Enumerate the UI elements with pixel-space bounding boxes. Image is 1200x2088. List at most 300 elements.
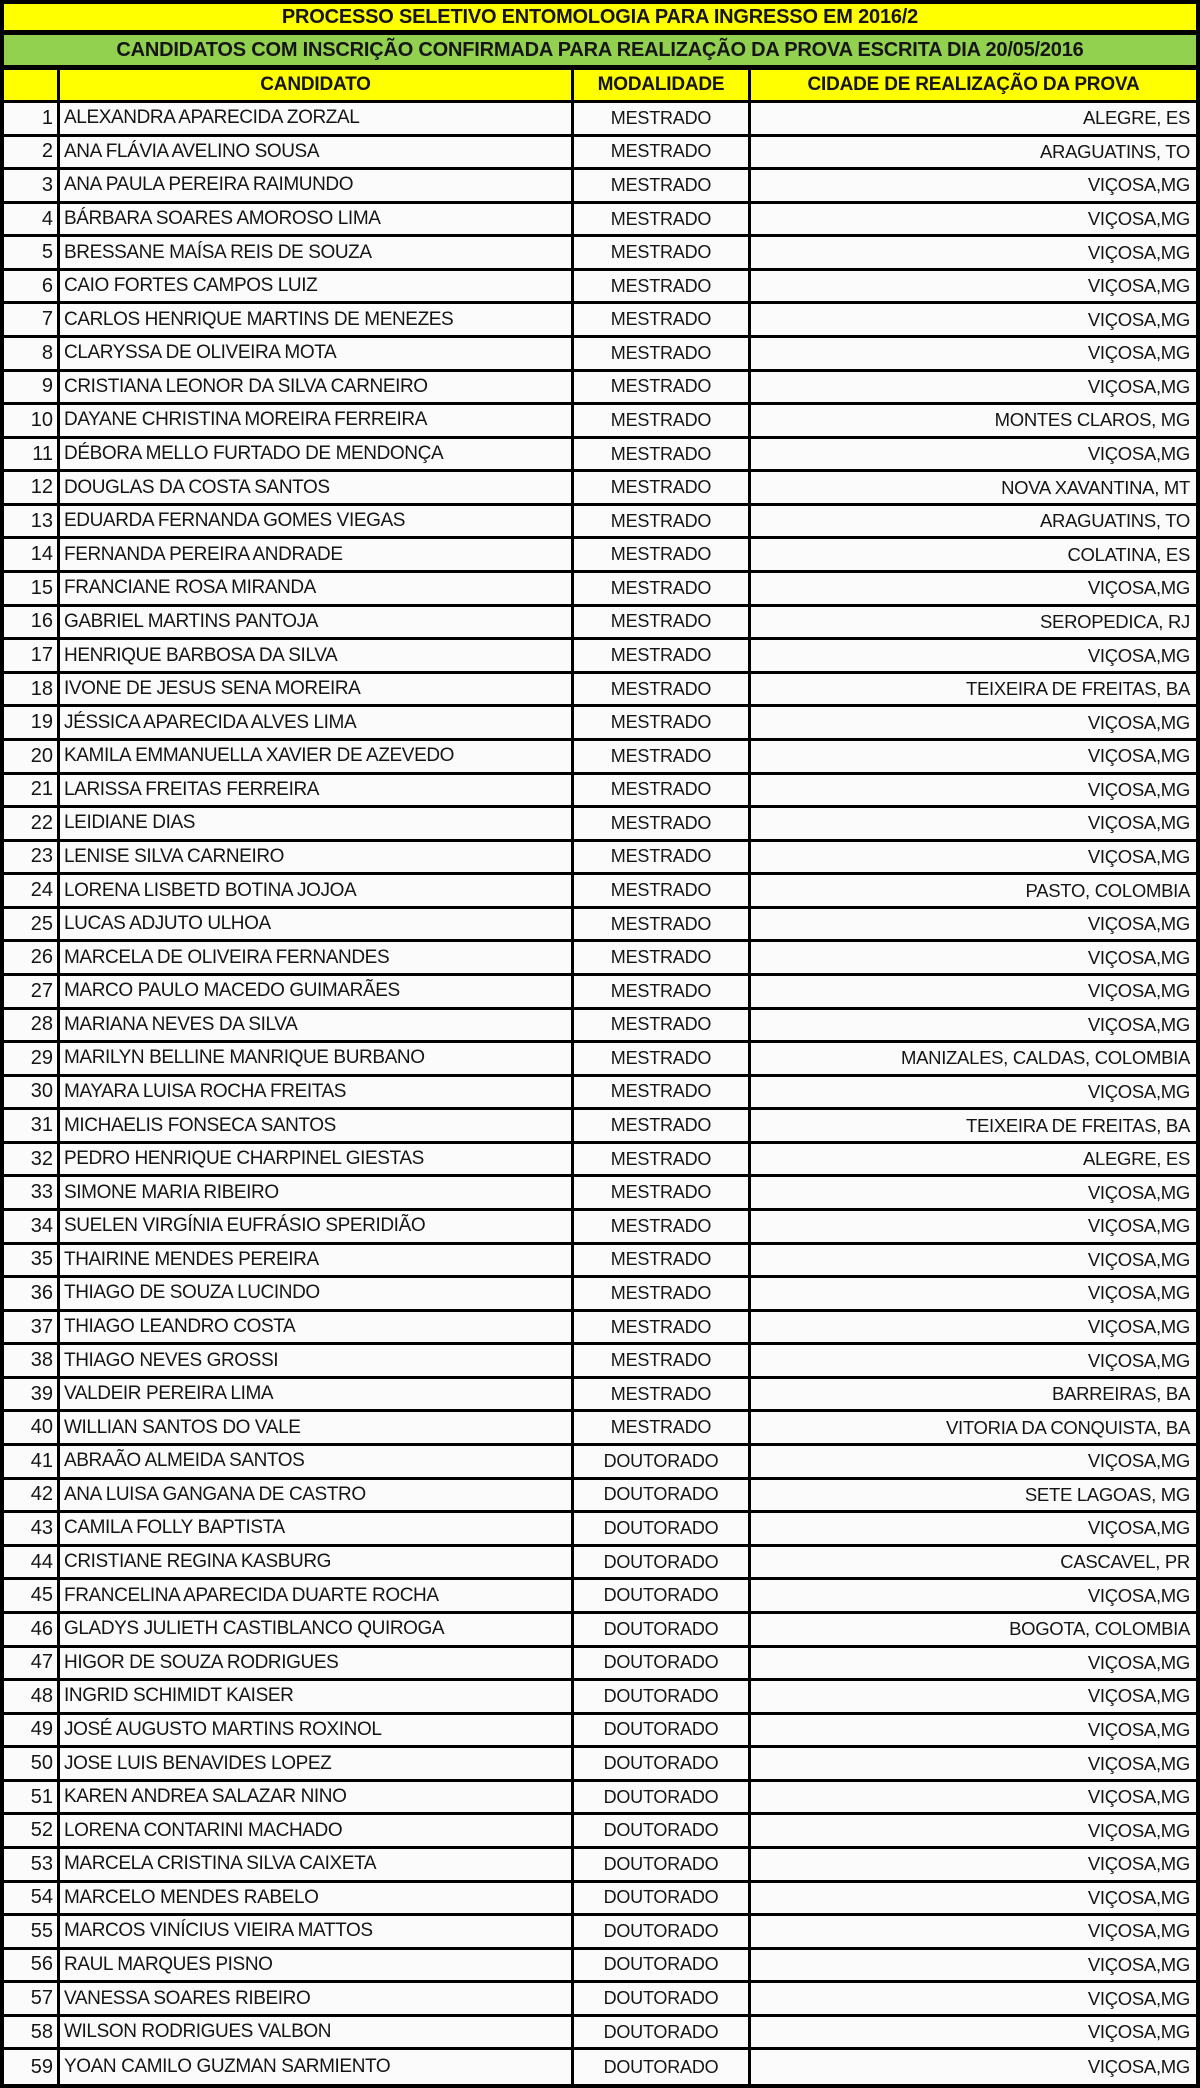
modality-cell: MESTRADO [574,103,751,134]
row-number-cell: 4 [4,204,60,235]
table-row [4,1211,1196,1245]
modality-cell: MESTRADO [574,1245,751,1276]
modality-cell: MESTRADO [574,1110,751,1141]
row-number-cell: 33 [4,1177,60,1208]
candidate-cell: MARCOS VINÍCIUS VIEIRA MATTOS [60,1916,574,1947]
modality-cell: MESTRADO [574,137,751,168]
modality-cell: MESTRADO [574,237,751,268]
modality-cell: MESTRADO [574,539,751,570]
city-cell: VIÇOSA,MG [1087,1349,1190,1371]
city-cell: PASTO, COLOMBIA [1025,879,1190,901]
table-row [4,1513,1196,1547]
modality-cell: MESTRADO [574,439,751,470]
modality-cell: MESTRADO [574,573,751,604]
city-cell: CASCAVEL, PR [1060,1551,1190,1573]
candidate-cell: LUCAS ADJUTO ULHOA [60,909,574,940]
row-number-cell: 2 [4,137,60,168]
table-row [4,741,1196,775]
table-row [4,372,1196,406]
city-cell: VIÇOSA,MG [1087,2021,1190,2043]
row-number-cell: 14 [4,539,60,570]
row-number-cell: 59 [4,2050,60,2084]
candidate-cell: VALDEIR PEREIRA LIMA [60,1379,574,1410]
city-cell: VIÇOSA,MG [1087,845,1190,867]
table-row [4,1110,1196,1144]
row-number-cell: 44 [4,1547,60,1578]
candidate-cell: DÉBORA MELLO FURTADO DE MENDONÇA [60,439,574,470]
modality-cell: DOUTORADO [574,1916,751,1947]
candidate-cell: EDUARDA FERNANDA GOMES VIEGAS [60,506,574,537]
table-row [4,1748,1196,1782]
row-number-cell: 13 [4,506,60,537]
city-cell: VITORIA DA CONQUISTA, BA [946,1416,1190,1438]
candidate-cell: ANA PAULA PEREIRA RAIMUNDO [60,170,574,201]
city-cell: VIÇOSA,MG [1087,1517,1190,1539]
table-row [4,1077,1196,1111]
city-cell: ALEGRE, ES [1082,107,1190,129]
row-number-cell: 52 [4,1815,60,1846]
row-number-cell: 57 [4,1983,60,2014]
modality-cell: DOUTORADO [574,2017,751,2048]
candidate-cell: VANESSA SOARES RIBEIRO [60,1983,574,2014]
row-number-cell: 5 [4,237,60,268]
candidate-cell: THIAGO DE SOUZA LUCINDO [60,1278,574,1309]
row-number-cell: 30 [4,1077,60,1108]
modality-cell: MESTRADO [574,1010,751,1041]
city-cell: VIÇOSA,MG [1087,946,1190,968]
row-number-cell: 7 [4,304,60,335]
table-row [4,640,1196,674]
row-number-cell: 29 [4,1043,60,1074]
candidate-cell: LORENA CONTARINI MACHADO [60,1815,574,1846]
table-row [4,707,1196,741]
candidate-cell: ALEXANDRA APARECIDA ZORZAL [60,103,574,134]
candidate-cell: IVONE DE JESUS SENA MOREIRA [60,674,574,705]
row-number-cell: 22 [4,808,60,839]
row-number-cell: 37 [4,1312,60,1343]
candidate-cell: WILLIAN SANTOS DO VALE [60,1412,574,1443]
candidate-cell: SIMONE MARIA RIBEIRO [60,1177,574,1208]
table-row [4,1144,1196,1178]
table-row [4,1782,1196,1816]
row-number-cell: 8 [4,338,60,369]
modality-cell: DOUTORADO [574,1983,751,2014]
table-row [4,204,1196,238]
row-number-cell: 36 [4,1278,60,1309]
column-header-row [4,70,1196,103]
modality-cell: DOUTORADO [574,1681,751,1712]
table-row [4,1412,1196,1446]
modality-cell: MESTRADO [574,472,751,503]
modality-cell: DOUTORADO [574,2050,751,2084]
candidate-cell: ANA LUISA GANGANA DE CASTRO [60,1480,574,1511]
city-cell: NOVA XAVANTINA, MT [1001,476,1190,498]
row-number-cell: 53 [4,1849,60,1880]
city-cell: VIÇOSA,MG [1087,1248,1190,1270]
modality-cell: DOUTORADO [574,1950,751,1981]
city-cell: MANIZALES, CALDAS, COLOMBIA [900,1047,1190,1069]
table-row [4,439,1196,473]
row-number-cell: 50 [4,1748,60,1779]
candidate-cell: THAIRINE MENDES PEREIRA [60,1245,574,1276]
table-row [4,1580,1196,1614]
row-number-cell: 54 [4,1883,60,1914]
candidate-cell: JOSÉ AUGUSTO MARTINS ROXINOL [60,1715,574,1746]
header-city: CIDADE DE REALIZAÇÃO DA PROVA [807,74,1140,95]
city-cell: VIÇOSA,MG [1087,812,1190,834]
city-cell: COLATINA, ES [1067,543,1190,565]
modality-cell: MESTRADO [574,909,751,940]
row-number-cell: 42 [4,1480,60,1511]
city-cell: VIÇOSA,MG [1087,1584,1190,1606]
city-cell: VIÇOSA,MG [1087,1953,1190,1975]
row-number-cell: 55 [4,1916,60,1947]
table-row [4,976,1196,1010]
row-number-cell: 19 [4,707,60,738]
table-row [4,1379,1196,1413]
table-row [4,338,1196,372]
modality-cell: DOUTORADO [574,1748,751,1779]
modality-cell: MESTRADO [574,607,751,638]
candidate-cell: MARILYN BELLINE MANRIQUE BURBANO [60,1043,574,1074]
modality-cell: MESTRADO [574,204,751,235]
table-row [4,1245,1196,1279]
row-number-cell: 11 [4,439,60,470]
modality-cell: DOUTORADO [574,1614,751,1645]
city-cell: VIÇOSA,MG [1087,577,1190,599]
modality-cell: MESTRADO [574,875,751,906]
modality-cell: MESTRADO [574,304,751,335]
city-cell: TEIXEIRA DE FREITAS, BA [965,1114,1190,1136]
candidate-cell: BÁRBARA SOARES AMOROSO LIMA [60,204,574,235]
row-number-cell: 40 [4,1412,60,1443]
title-banner [4,4,1196,35]
row-number-cell: 51 [4,1782,60,1813]
row-number-cell: 48 [4,1681,60,1712]
modality-cell: MESTRADO [574,405,751,436]
modality-cell: MESTRADO [574,942,751,973]
table-row [4,1849,1196,1883]
city-cell: VIÇOSA,MG [1087,1987,1190,2009]
city-cell: VIÇOSA,MG [1087,1215,1190,1237]
table-row [4,137,1196,171]
modality-cell: MESTRADO [574,976,751,1007]
city-cell: VIÇOSA,MG [1087,1819,1190,1841]
city-cell: VIÇOSA,MG [1087,1651,1190,1673]
row-number-cell: 17 [4,640,60,671]
city-cell: VIÇOSA,MG [1087,1450,1190,1472]
candidate-cell: WILSON RODRIGUES VALBON [60,2017,574,2048]
table-row [4,775,1196,809]
table-row [4,1648,1196,1682]
city-cell: VIÇOSA,MG [1087,1786,1190,1808]
city-cell: SEROPEDICA, RJ [1040,610,1190,632]
table-row [4,539,1196,573]
row-number-cell: 20 [4,741,60,772]
candidate-cell: MARIANA NEVES DA SILVA [60,1010,574,1041]
subtitle-banner [4,35,1196,70]
table-row [4,1446,1196,1480]
city-cell: VIÇOSA,MG [1087,1013,1190,1035]
candidate-cell: GABRIEL MARTINS PANTOJA [60,607,574,638]
city-cell: VIÇOSA,MG [1087,1920,1190,1942]
city-cell: VIÇOSA,MG [1087,913,1190,935]
candidate-cell: LARISSA FREITAS FERREIRA [60,775,574,806]
modality-cell: MESTRADO [574,808,751,839]
candidate-cell: MARCELA DE OLIVEIRA FERNANDES [60,942,574,973]
candidate-cell: MARCELO MENDES RABELO [60,1883,574,1914]
row-number-cell: 26 [4,942,60,973]
candidate-cell: JÉSSICA APARECIDA ALVES LIMA [60,707,574,738]
table-row [4,237,1196,271]
row-number-cell: 28 [4,1010,60,1041]
table-row [4,1950,1196,1984]
city-cell: ALEGRE, ES [1082,1148,1190,1170]
candidate-cell: LORENA LISBETD BOTINA JOJOA [60,875,574,906]
modality-cell: DOUTORADO [574,1513,751,1544]
modality-cell: DOUTORADO [574,1815,751,1846]
city-cell: VIÇOSA,MG [1087,711,1190,733]
table-row [4,405,1196,439]
candidate-cell: MICHAELIS FONSECA SANTOS [60,1110,574,1141]
modality-cell: MESTRADO [574,506,751,537]
candidate-cell: ANA FLÁVIA AVELINO SOUSA [60,137,574,168]
table-row [4,1312,1196,1346]
modality-cell: MESTRADO [574,1077,751,1108]
row-number-cell: 45 [4,1580,60,1611]
modality-cell: DOUTORADO [574,1648,751,1679]
candidate-cell: CRISTIANE REGINA KASBURG [60,1547,574,1578]
candidate-cell: THIAGO LEANDRO COSTA [60,1312,574,1343]
modality-cell: MESTRADO [574,1312,751,1343]
table-row [4,1010,1196,1044]
modality-cell: MESTRADO [574,1379,751,1410]
table-row [4,1278,1196,1312]
city-cell: VIÇOSA,MG [1087,1282,1190,1304]
row-number-cell: 6 [4,271,60,302]
table-row [4,1916,1196,1950]
modality-cell: MESTRADO [574,1345,751,1376]
row-number-cell: 10 [4,405,60,436]
candidate-cell: MARCO PAULO MACEDO GUIMARÃES [60,976,574,1007]
city-cell: ARAGUATINS, TO [1040,140,1190,162]
row-number-cell: 43 [4,1513,60,1544]
city-cell: BARREIRAS, BA [1052,1383,1190,1405]
page-title: PROCESSO SELETIVO ENTOMOLOGIA PARA INGRESSO EM 2016/2 [281,5,919,28]
table-row [4,1681,1196,1715]
modality-cell: MESTRADO [574,1278,751,1309]
modality-cell: DOUTORADO [574,1547,751,1578]
header-candidate: CANDIDATO [60,70,574,100]
candidate-cell: DAYANE CHRISTINA MOREIRA FERREIRA [60,405,574,436]
city-cell: VIÇOSA,MG [1087,1181,1190,1203]
row-number-cell: 27 [4,976,60,1007]
city-cell: ARAGUATINS, TO [1040,510,1190,532]
candidate-cell: RAUL MARQUES PISNO [60,1950,574,1981]
candidate-cell: CARLOS HENRIQUE MARTINS DE MENEZES [60,304,574,335]
row-number-cell: 47 [4,1648,60,1679]
candidate-cell: JOSE LUIS BENAVIDES LOPEZ [60,1748,574,1779]
candidate-cell: INGRID SCHIMIDT KAISER [60,1681,574,1712]
row-number-cell: 15 [4,573,60,604]
row-number-cell: 56 [4,1950,60,1981]
city-cell: VIÇOSA,MG [1087,745,1190,767]
table-row [4,1480,1196,1514]
table-body [4,103,1196,2084]
row-number-cell: 24 [4,875,60,906]
modality-cell: MESTRADO [574,775,751,806]
candidate-cell: BRESSANE MAÍSA REIS DE SOUZA [60,237,574,268]
table-row [4,103,1196,137]
city-cell: VIÇOSA,MG [1087,1886,1190,1908]
city-cell: VIÇOSA,MG [1087,1080,1190,1102]
candidate-cell: CAMILA FOLLY BAPTISTA [60,1513,574,1544]
candidate-cell: KAREN ANDREA SALAZAR NINO [60,1782,574,1813]
city-cell: VIÇOSA,MG [1087,208,1190,229]
candidate-cell: KAMILA EMMANUELLA XAVIER DE AZEVEDO [60,741,574,772]
candidate-cell: FERNANDA PEREIRA ANDRADE [60,539,574,570]
row-number-cell: 46 [4,1614,60,1645]
row-number-cell: 34 [4,1211,60,1242]
city-cell: TEIXEIRA DE FREITAS, BA [965,678,1190,700]
city-cell: VIÇOSA,MG [1087,1685,1190,1707]
city-cell: VIÇOSA,MG [1087,1853,1190,1875]
candidate-cell: ABRAÃO ALMEIDA SANTOS [60,1446,574,1477]
city-cell: VIÇOSA,MG [1087,275,1190,297]
modality-cell: DOUTORADO [574,1580,751,1611]
city-cell: VIÇOSA,MG [1087,375,1190,397]
city-cell: VIÇOSA,MG [1087,241,1190,263]
row-number-cell: 39 [4,1379,60,1410]
row-number-cell: 3 [4,170,60,201]
modality-cell: MESTRADO [574,1412,751,1443]
candidate-cell: LENISE SILVA CARNEIRO [60,842,574,873]
table-row [4,1345,1196,1379]
row-number-cell: 18 [4,674,60,705]
modality-cell: MESTRADO [574,1144,751,1175]
city-cell: VIÇOSA,MG [1087,308,1190,330]
modality-cell: MESTRADO [574,707,751,738]
row-number-cell: 32 [4,1144,60,1175]
city-cell: VIÇOSA,MG [1087,644,1190,666]
table-row [4,942,1196,976]
candidate-cell: HIGOR DE SOUZA RODRIGUES [60,1648,574,1679]
candidate-cell: LEIDIANE DIAS [60,808,574,839]
modality-cell: MESTRADO [574,1211,751,1242]
table-row [4,674,1196,708]
table-row [4,875,1196,909]
modality-cell: MESTRADO [574,674,751,705]
candidate-cell: FRANCIANE ROSA MIRANDA [60,573,574,604]
row-number-cell: 21 [4,775,60,806]
table-row [4,1715,1196,1749]
candidate-cell: SUELEN VIRGÍNIA EUFRÁSIO SPERIDIÃO [60,1211,574,1242]
row-number-cell: 12 [4,472,60,503]
table-row [4,304,1196,338]
modality-cell: DOUTORADO [574,1849,751,1880]
modality-cell: MESTRADO [574,842,751,873]
modality-cell: MESTRADO [574,741,751,772]
row-number-cell: 49 [4,1715,60,1746]
row-number-cell: 23 [4,842,60,873]
city-cell: VIÇOSA,MG [1087,1718,1190,1740]
row-number-cell: 1 [4,103,60,134]
city-cell: VIÇOSA,MG [1087,1752,1190,1774]
candidate-cell: MARCELA CRISTINA SILVA CAIXETA [60,1849,574,1880]
candidate-cell: CRISTIANA LEONOR DA SILVA CARNEIRO [60,372,574,403]
modality-cell: MESTRADO [574,271,751,302]
table-row [4,1815,1196,1849]
modality-cell: DOUTORADO [574,1715,751,1746]
row-number-cell: 16 [4,607,60,638]
city-cell: VIÇOSA,MG [1087,174,1190,196]
table-row [4,506,1196,540]
city-cell: MONTES CLAROS, MG [994,409,1190,431]
table-row [4,2017,1196,2051]
modality-cell: MESTRADO [574,372,751,403]
modality-cell: DOUTORADO [574,1480,751,1511]
table-row [4,1547,1196,1581]
modality-cell: MESTRADO [574,1177,751,1208]
row-number-cell: 38 [4,1345,60,1376]
table-row [4,808,1196,842]
table-row [4,2050,1196,2084]
modality-cell: DOUTORADO [574,1883,751,1914]
candidate-cell: HENRIQUE BARBOSA DA SILVA [60,640,574,671]
modality-cell: DOUTORADO [574,1782,751,1813]
table-row [4,1983,1196,2017]
modality-cell: MESTRADO [574,640,751,671]
candidate-cell: DOUGLAS DA COSTA SANTOS [60,472,574,503]
table-row [4,170,1196,204]
city-cell: VIÇOSA,MG [1087,778,1190,800]
header-modality: MODALIDADE [574,70,751,100]
row-number-cell: 25 [4,909,60,940]
city-cell: VIÇOSA,MG [1087,443,1190,465]
candidate-cell: YOAN CAMILO GUZMAN SARMIENTO [60,2050,574,2084]
row-number-cell: 31 [4,1110,60,1141]
table-row [4,573,1196,607]
page-subtitle: CANDIDATOS COM INSCRIÇÃO CONFIRMADA PARA REALIZAÇÃO DA PROVA ESCRITA DIA 20/05/2016 [116,38,1084,61]
city-cell: SETE LAGOAS, MG [1024,1483,1190,1505]
city-cell: VIÇOSA,MG [1087,1316,1190,1338]
candidate-cell: MAYARA LUISA ROCHA FREITAS [60,1077,574,1108]
table-row [4,607,1196,641]
table-row [4,472,1196,506]
row-number-cell: 9 [4,372,60,403]
table-row [4,1043,1196,1077]
table-row [4,271,1196,305]
row-number-cell: 35 [4,1245,60,1276]
city-cell: VIÇOSA,MG [1087,342,1190,364]
candidate-cell: GLADYS JULIETH CASTIBLANCO QUIROGA [60,1614,574,1645]
candidate-cell: CAIO FORTES CAMPOS LUIZ [60,271,574,302]
city-cell: VIÇOSA,MG [1087,980,1190,1002]
candidate-cell: PEDRO HENRIQUE CHARPINEL GIESTAS [60,1144,574,1175]
city-cell: VIÇOSA,MG [1087,2056,1190,2078]
candidate-cell: FRANCELINA APARECIDA DUARTE ROCHA [60,1580,574,1611]
candidate-cell: CLARYSSA DE OLIVEIRA MOTA [60,338,574,369]
modality-cell: MESTRADO [574,338,751,369]
city-cell: BOGOTA, COLOMBIA [1009,1618,1190,1640]
header-index [4,70,60,100]
modality-cell: MESTRADO [574,170,751,201]
table-row [4,909,1196,943]
table-row [4,842,1196,876]
modality-cell: MESTRADO [574,1043,751,1074]
table-row [4,1177,1196,1211]
table-row [4,1614,1196,1648]
